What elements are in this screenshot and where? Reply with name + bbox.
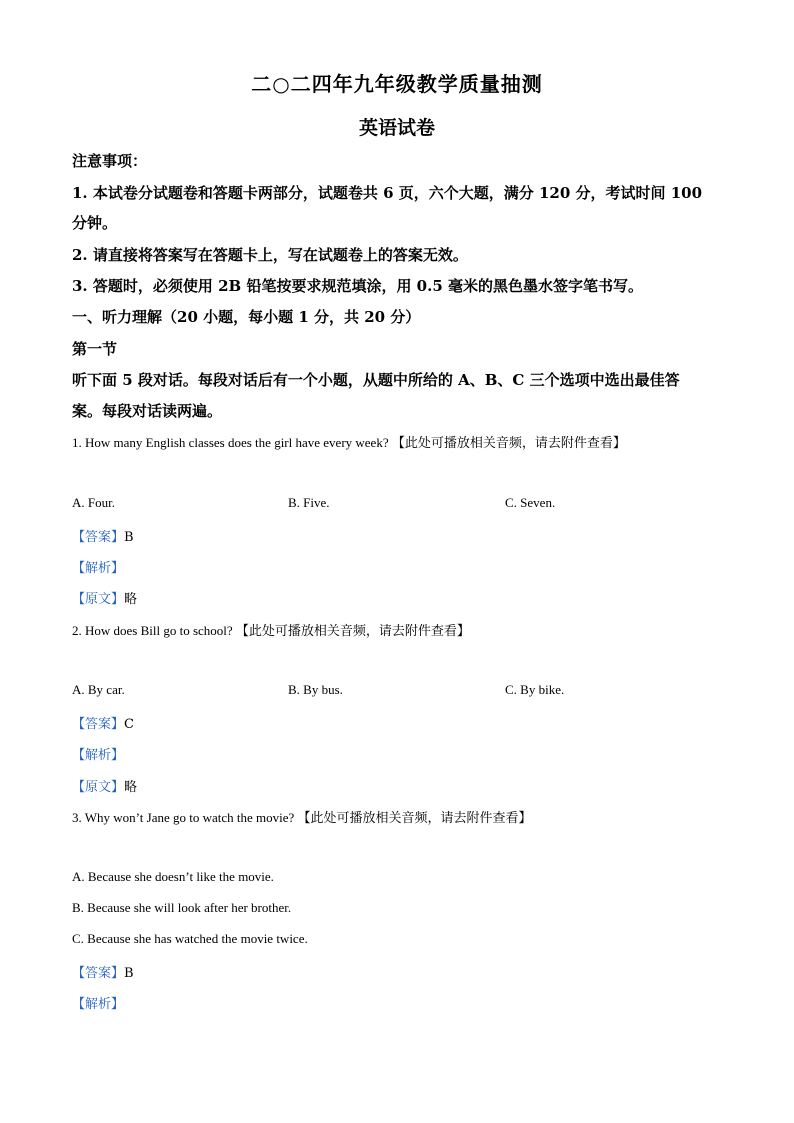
analysis-label: 【解析】 bbox=[72, 997, 125, 1012]
question-3-analysis bbox=[72, 993, 124, 1012]
question-3-answer bbox=[72, 962, 134, 981]
original-label: 【原文】 bbox=[72, 780, 125, 795]
part-title: 第一节 bbox=[72, 340, 118, 358]
answer-label: 【答案】 bbox=[72, 717, 125, 732]
question-2-option-b: B. By bus. bbox=[288, 682, 343, 697]
answer-value: B bbox=[124, 966, 134, 981]
exam-title: 二○二四年九年级教学质量抽测 bbox=[251, 72, 543, 96]
question-3-option-c: C. Because she has watched the movie twice. bbox=[72, 931, 308, 946]
section-title: 一、听力理解（20 小题，每小题 1 分，共 20 分） bbox=[72, 308, 421, 326]
notes-heading: 注意事项： bbox=[72, 152, 148, 170]
original-value: 略 bbox=[124, 780, 138, 795]
instruction-line-2: 案。每段对话读两遍。 bbox=[72, 402, 223, 420]
analysis-label: 【解析】 bbox=[72, 748, 125, 763]
answer-label: 【答案】 bbox=[72, 966, 125, 981]
question-1-option-c: C. Seven. bbox=[505, 495, 556, 510]
question-2-analysis bbox=[72, 744, 124, 763]
analysis-label: 【解析】 bbox=[72, 561, 125, 576]
question-3-option-b: B. Because she will look after her brother. bbox=[72, 900, 292, 915]
note-item-2: 2. 请直接将答案写在答题卡上，写在试题卷上的答案无效。 bbox=[72, 246, 468, 264]
question-2-answer bbox=[72, 713, 134, 732]
answer-label: 【答案】 bbox=[72, 530, 125, 545]
original-value: 略 bbox=[124, 592, 138, 607]
note-item-1: 1. 本试卷分试题卷和答题卡两部分，试题卷共 6 页，六个大题，满分 120 分，考试时间 100 bbox=[72, 184, 703, 202]
note-item-3: 3. 答题时，必须使用 2B 铅笔按要求规范填涂，用 0.5 毫米的黑色墨水签字笔书写。 bbox=[72, 277, 643, 295]
question-1-answer bbox=[72, 526, 134, 545]
original-label: 【原文】 bbox=[72, 592, 125, 607]
question-1-option-b: B. Five. bbox=[288, 495, 330, 510]
answer-value: B bbox=[124, 530, 134, 545]
question-2-option-a: A. By car. bbox=[72, 682, 125, 697]
instruction-line-1: 听下面 5 段对话。每段对话后有一个小题，从题中所给的 A、B、C 三个选项中选出最佳答 bbox=[72, 371, 680, 389]
question-2-option-c: C. By bike. bbox=[505, 682, 565, 697]
question-1-original bbox=[72, 588, 137, 607]
question-3-stem: 3. Why won’t Jane go to watch the movie? 【此处可播放相关音频，请去附件查看】 bbox=[72, 810, 532, 825]
question-1-stem: 1. How many English classes does the girl have every week? 【此处可播放相关音频，请去附件查看】 bbox=[72, 435, 626, 450]
question-2-original bbox=[72, 776, 137, 795]
note-item-1-cont: 分钟。 bbox=[72, 214, 118, 232]
exam-subtitle: 英语试卷 bbox=[358, 117, 435, 139]
answer-value: C bbox=[124, 717, 134, 732]
question-2-stem: 2. How does Bill go to school? 【此处可播放相关音频，请去附件查看】 bbox=[72, 623, 470, 638]
question-1-analysis bbox=[72, 557, 124, 576]
question-3-option-a: A. Because she doesn’t like the movie. bbox=[72, 869, 274, 884]
question-1-option-a: A. Four. bbox=[72, 495, 115, 510]
